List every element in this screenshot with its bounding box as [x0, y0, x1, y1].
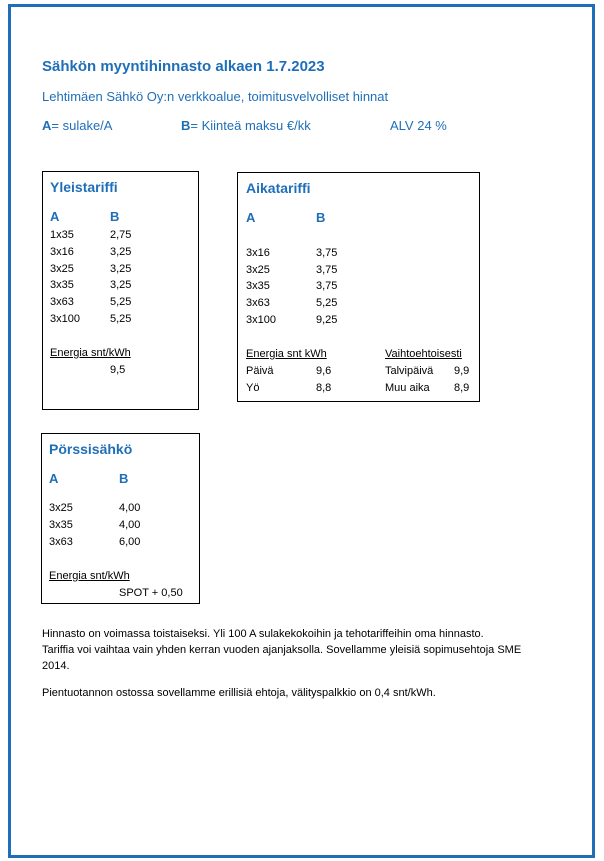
- table-row-b: 5,25: [316, 297, 338, 309]
- porssisahko-energy-label: Energia snt/kWh: [49, 570, 130, 582]
- yleistariffi-col-b: B: [110, 209, 120, 224]
- table-row-a: 3x25: [50, 263, 74, 275]
- aikatariffi-col-a: A: [246, 210, 256, 225]
- aikatariffi-box: [237, 172, 480, 402]
- energy-row-alt-value: 9,9: [454, 365, 470, 377]
- table-row-b: 3,75: [316, 264, 338, 276]
- energy-row-value: 9,6: [316, 365, 332, 377]
- notes-paragraph-2: Pientuotannon ostossa sovellamme erillisiä ehtoja, välityspalkkio on 0,4 snt/kWh.: [42, 687, 436, 699]
- energy-row-alt-label: Talvipäivä: [385, 365, 434, 377]
- table-row-a: 3x25: [49, 502, 73, 514]
- table-row-b: 3,25: [110, 246, 132, 258]
- yleistariffi-energy-value: 9,5: [110, 364, 126, 376]
- table-row-b: 5,25: [110, 313, 132, 325]
- energy-row-alt-label: Muu aika: [385, 382, 430, 394]
- table-row-b: 5,25: [110, 296, 132, 308]
- porssisahko-col-b: B: [119, 471, 129, 486]
- legend-a: [42, 118, 112, 133]
- table-row-a: 3x35: [49, 519, 73, 531]
- page-subtitle: Lehtimäen Sähkö Oy:n verkkoalue, toimitusvelvolliset hinnat: [42, 89, 389, 104]
- legend-b-key: B: [181, 118, 191, 133]
- legend-b: [181, 118, 311, 133]
- table-row-a: 1x35: [50, 229, 74, 241]
- table-row-a: 3x16: [50, 246, 74, 258]
- table-row-a: 3x35: [50, 279, 74, 291]
- yleistariffi-box: [42, 171, 199, 410]
- table-row-a: 3x63: [50, 296, 74, 308]
- table-row-a: 3x100: [50, 313, 80, 325]
- yleistariffi-energy-label: Energia snt/kWh: [50, 347, 131, 359]
- table-row-b: 3,75: [316, 247, 338, 259]
- table-row-a: 3x16: [246, 247, 270, 259]
- notes-line: 2014.: [42, 660, 70, 672]
- energy-row-value: 8,8: [316, 382, 332, 394]
- porssisahko-box: [41, 433, 200, 604]
- energy-row-label: Päivä: [246, 365, 274, 377]
- porssisahko-col-a: A: [49, 471, 59, 486]
- table-row-b: 3,25: [110, 263, 132, 275]
- aikatariffi-alt-label: Vaihtoehtoisesti: [385, 348, 462, 360]
- notes-line: Hinnasto on voimassa toistaiseksi. Yli 100 A sulakekokoihin ja tehotariffeihin oma hinnasto.: [42, 628, 484, 640]
- porssisahko-title: Pörssisähkö: [49, 441, 133, 457]
- table-row-b: 6,00: [119, 536, 141, 548]
- legend-a-text: = sulake/A: [51, 118, 113, 133]
- notes-line: Tariffia voi vaihtaa vain yhden kerran vuoden ajanjaksolla. Sovellamme yleisiä sopimusehtoja SME: [42, 644, 522, 656]
- table-row-b: 4,00: [119, 519, 141, 531]
- table-row-b: 3,25: [110, 279, 132, 291]
- table-row-a: 3x63: [246, 297, 270, 309]
- notes-paragraph-1: [42, 626, 542, 674]
- yleistariffi-col-a: A: [50, 209, 60, 224]
- aikatariffi-title: Aikatariffi: [246, 180, 311, 196]
- page-title: Sähkön myyntihinnasto alkaen 1.7.2023: [42, 58, 325, 75]
- energy-row-alt-value: 8,9: [454, 382, 470, 394]
- table-row-a: 3x100: [246, 314, 276, 326]
- yleistariffi-title: Yleistariffi: [50, 179, 118, 195]
- table-row-b: 2,75: [110, 229, 132, 241]
- table-row-b: 4,00: [119, 502, 141, 514]
- legend-b-text: = Kiinteä maksu €/kk: [190, 118, 311, 133]
- energy-row-label: Yö: [246, 382, 260, 394]
- legend-a-key: A: [42, 118, 52, 133]
- table-row-a: 3x63: [49, 536, 73, 548]
- table-row-b: 9,25: [316, 314, 338, 326]
- aikatariffi-col-b: B: [316, 210, 326, 225]
- table-row-b: 3,75: [316, 280, 338, 292]
- table-row-a: 3x35: [246, 280, 270, 292]
- porssisahko-energy-value: SPOT + 0,50: [119, 587, 183, 599]
- table-row-a: 3x25: [246, 264, 270, 276]
- aikatariffi-energy-label: Energia snt kWh: [246, 348, 327, 360]
- vat-label: ALV 24 %: [390, 118, 447, 133]
